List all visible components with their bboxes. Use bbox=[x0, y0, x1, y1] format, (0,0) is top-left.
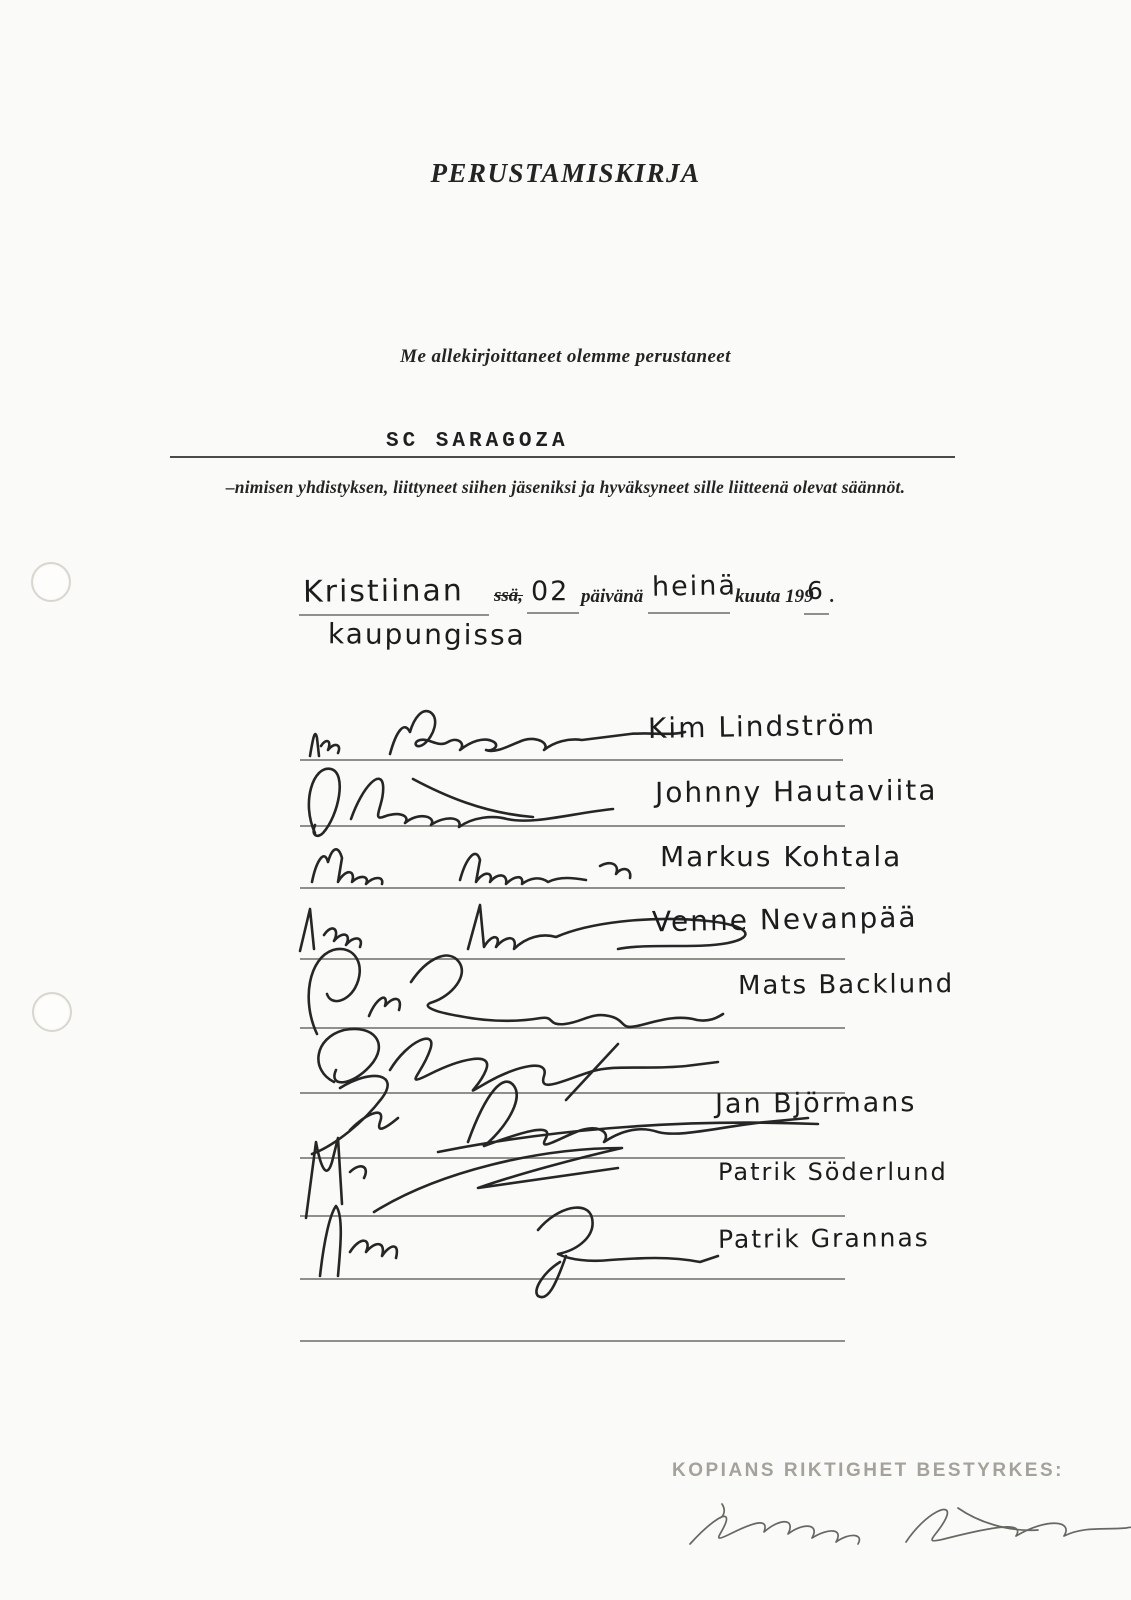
sentence-period: . bbox=[830, 586, 835, 607]
signer-printed-name: Markus Kohtala bbox=[660, 840, 903, 873]
signer-printed-name: Patrik Grannas bbox=[717, 1223, 930, 1254]
hole-punch-mark bbox=[32, 992, 72, 1032]
signer-printed-name: Venne Nevanpää bbox=[651, 900, 918, 939]
place-underline bbox=[299, 614, 489, 616]
signer-printed-name: Johnny Hautaviita bbox=[654, 773, 938, 810]
signer-printed-name: Patrik Söderlund bbox=[718, 1158, 948, 1186]
place-handwritten-line2: kaupungissa bbox=[327, 617, 526, 652]
month-underline bbox=[648, 612, 730, 614]
place-handwritten: Kristiinan bbox=[302, 573, 464, 610]
intro-sentence: Me allekirjoittaneet olemme perustaneet bbox=[400, 346, 731, 367]
month-label-printed: kuuta 199 bbox=[735, 586, 814, 607]
association-name-line bbox=[170, 456, 955, 458]
empty-signature-line bbox=[300, 1340, 845, 1342]
document-title: PERUSTAMISKIRJA bbox=[430, 158, 701, 188]
hole-punch-mark bbox=[31, 562, 71, 602]
certifier-signature-scrawl bbox=[682, 1492, 892, 1554]
year-digit-underline bbox=[804, 613, 829, 615]
day-label-printed: päivänä bbox=[581, 586, 644, 607]
signer-printed-name: Mats Backlund bbox=[737, 969, 955, 1001]
certifier-signature-scrawl bbox=[888, 1488, 1131, 1554]
association-name: SC SARAGOZA bbox=[386, 430, 569, 453]
place-suffix-printed: ssä, bbox=[494, 585, 524, 606]
year-last-digit-handwritten: 6 bbox=[807, 576, 825, 605]
month-handwritten: heinä bbox=[651, 570, 738, 603]
signer-printed-name: Kim Lindström bbox=[647, 708, 877, 745]
clause-sentence: –nimisen yhdistyksen, liittyneet siihen jäseniksi ja hyväksyneet sille liitteenä olevat säännöt. bbox=[225, 477, 906, 497]
day-underline bbox=[527, 612, 579, 614]
signer-printed-name: Jan Björmans bbox=[714, 1087, 917, 1120]
certification-stamp-text: KOPIANS RIKTIGHET BESTYRKES: bbox=[672, 1460, 1064, 1481]
day-handwritten: 02 bbox=[531, 576, 570, 607]
